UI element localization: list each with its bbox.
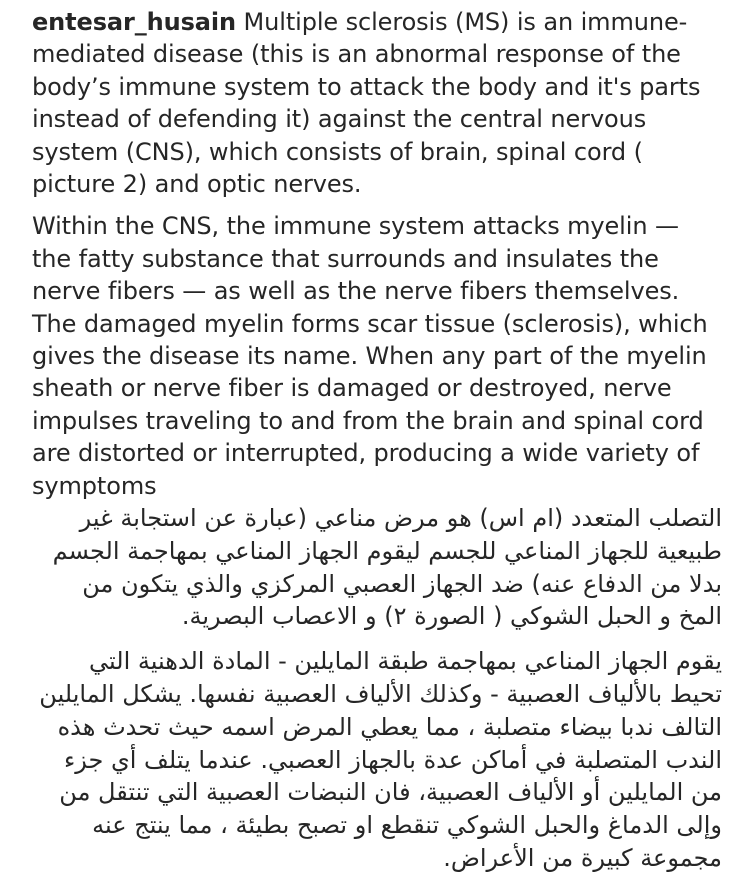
caption-paragraph-2 (32, 210, 722, 502)
caption-arabic-paragraph-2 (32, 645, 722, 875)
caption-text-1: Multiple sclerosis (MS) is an immune-mediated disease (this is an abnormal response of the body’s immune system to attack the body and it's parts instead of defending it) against the central nervous system (CNS), which consists of brain, spinal cord ( picture 2) and optic nerves. (32, 8, 701, 199)
caption-arabic-paragraph-1 (32, 502, 722, 633)
username-link[interactable]: entesar_husain (32, 8, 236, 36)
caption-paragraph-1 (32, 6, 722, 200)
caption-text-2: Within the CNS, the immune system attacks myelin — the fatty substance that surrounds and insulates the nerve fibers — as well as the nerve fibers themselves. The damaged myelin forms scar tissue (sclerosis), which gives the disease its name. When any part of the myelin sheath or nerve fiber is damaged or destroyed, nerve impulses traveling to and from the brain and spinal cord are distorted or interrupted, producing a wide variety of symptoms (32, 212, 708, 500)
caption-arabic-text-1: التصلب المتعدد (ام اس) هو مرض مناعي (عبارة عن استجابة غير طبيعية للجهاز المناعي للجسم ليقوم الجهاز المناعي بمهاجمة الجسم بدلا من الدفاع عنه) ضد الجهاز العصبي المركزي والذي يتكون من المخ و الحبل الشوكي ( الصورة ٢) و الاعصاب البصرية. (52, 504, 722, 631)
post-caption (32, 6, 722, 875)
caption-arabic-text-2: يقوم الجهاز المناعي بمهاجمة طبقة المايلين - المادة الدهنية التي تحيط بالألياف العصبية - وكذلك الألياف العصبية نفسها. يشكل المايلين التالف ندبا بيضاء متصلبة ، مما يعطي المرض اسمه حيث تحدث هذه الندب المتصلبة في أماكن عدة بالجهاز العصبي. عندما يتلف أي جزء من المايلين أو الألياف العصبية، فان النبضات العصبية التي تنتقل من وإلى الدماغ والحبل الشوكي تنقطع او تصبح بطيئة ، مما ينتج عنه مجموعة كبيرة من الأعراض. (39, 647, 722, 873)
